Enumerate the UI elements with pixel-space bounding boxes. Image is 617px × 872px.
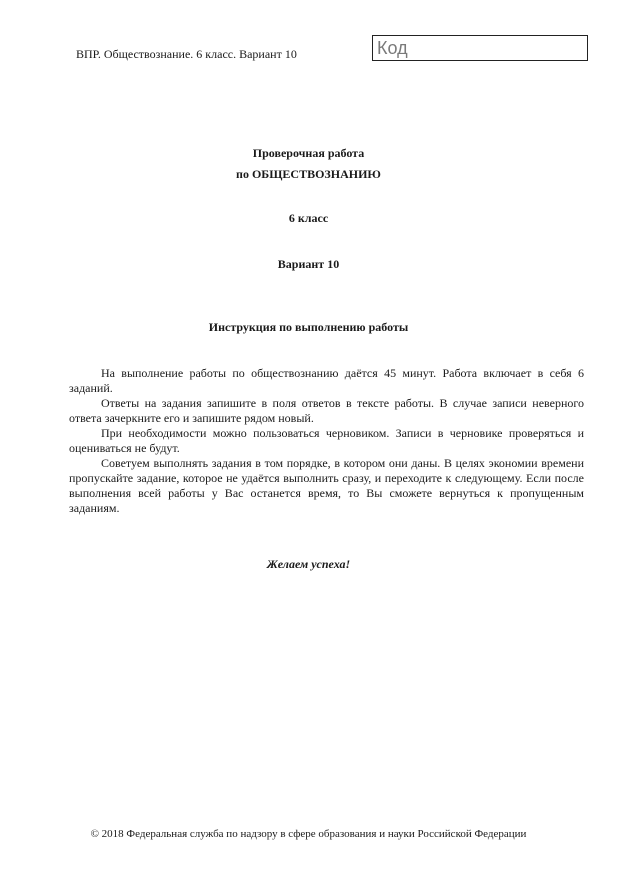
instruction-paragraph: Ответы на задания запишите в поля ответов в тексте работы. В случае записи неверного ответа зачеркните его и запишите рядом новый. [69, 396, 584, 425]
variant-label: Вариант 10 [277, 257, 340, 271]
instructions-body [69, 366, 584, 516]
page-subtitle: по ОБЩЕСТВОЗНАНИЮ [236, 167, 381, 181]
document-header: ВПР. Обществознание. 6 класс. Вариант 10 [76, 47, 297, 61]
instruction-paragraph: При необходимости можно пользоваться черновиком. Записи в черновике проверяться и оцениваться не будут. [69, 426, 584, 455]
code-label: Код [377, 38, 408, 58]
instructions-heading: Инструкция по выполнению работы [208, 320, 409, 334]
code-field[interactable] [372, 35, 588, 61]
grade-label: 6 класс [288, 211, 329, 225]
copyright-footer: © 2018 Федеральная служба по надзору в сфере образования и науки Российской Федерации [90, 828, 527, 840]
instruction-paragraph: Советуем выполнять задания в том порядке, в котором они даны. В целях экономии времени пропускайте задание, которое не удаётся выполнить сразу, и переходите к следующему. Если после выполнения всей работы у Вас останется время, то Вы сможете вернуться к пропущенным заданиям. [69, 456, 584, 515]
page-title: Проверочная работа [252, 146, 365, 160]
closing-wish: Желаем успеха! [266, 557, 351, 571]
instruction-paragraph: На выполнение работы по обществознанию даётся 45 минут. Работа включает в себя 6 заданий. [69, 366, 584, 395]
